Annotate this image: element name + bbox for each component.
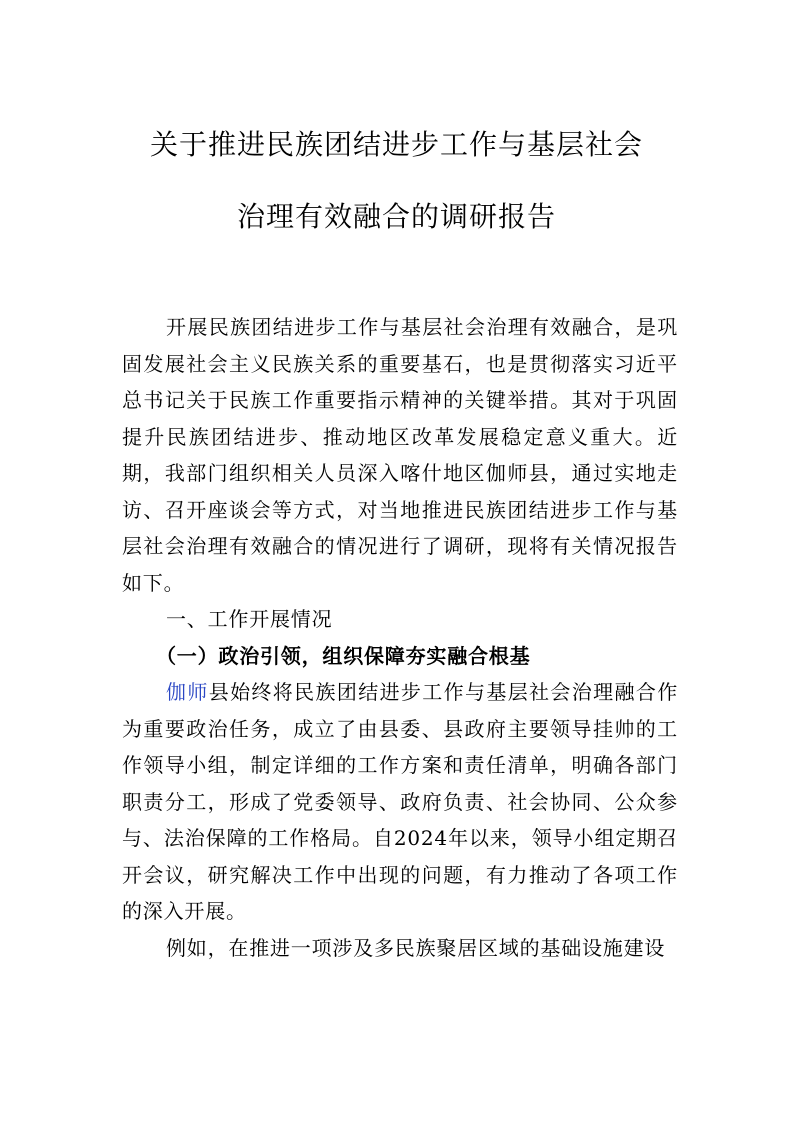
document-title-line-1: 关于推进民族团结进步工作与基层社会	[149, 128, 643, 161]
intro-paragraph: 开展民族团结进步工作与基层社会治理有效融合，是巩固发展社会主义民族关系的重要基石，也是贯彻落实习近平总书记关于民族工作重要指示精神的关键举措。其对于巩固提升民族团结进步、推动地区改革发展稳定意义重大。近期，我部门组织相关人员深入喀什地区伽师县，通过实地走访、召开座谈会等方式，对当地推进民族团结进步工作与基层社会治理有效融合的情况进行了调研，现将有关情况报告如下。	[122, 315, 678, 595]
document-title-line-2: 治理有效融合的调研报告	[236, 200, 556, 233]
document-body	[122, 309, 678, 966]
paragraph-3: 例如，在推进一项涉及多民族聚居区域的基础设施建设	[166, 935, 666, 960]
section-heading-1: 一、工作开展情况	[166, 607, 333, 631]
paragraph-2	[122, 674, 678, 930]
paragraph-2-text: 县始终将民族团结进步工作与基层社会治理融合作为重要政治任务，成立了由县委、县政府主要领导挂帅的工作领导小组，制定详细的工作方案和责任清单，明确各部门职责分工，形成了党委领导、政府负责、社会协同、公众参与、法治保障的工作格局。自2024年以来，领导小组定期召开会议，研究解决工作中出现的问题，有力推动了各项工作的深入开展。	[122, 680, 678, 923]
jiashi-link[interactable]: 伽师	[166, 680, 209, 704]
subsection-heading-1: （一）政治引领，组织保障夯实融合根基	[156, 643, 531, 668]
